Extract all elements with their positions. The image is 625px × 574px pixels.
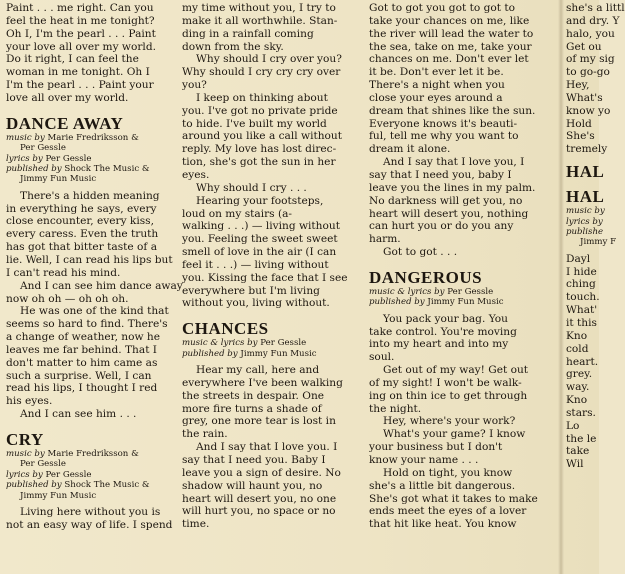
- credit-line: [369, 297, 539, 307]
- lyric-line: Hear my call, here and: [196, 364, 320, 377]
- credit-line: [6, 491, 152, 501]
- credit-name: Jimmy F: [580, 237, 617, 248]
- lyric-line: love all over my world.: [6, 91, 129, 104]
- lyric-line: take your chances on me, like: [369, 14, 530, 27]
- credit-name: Jimmy Fun Music: [20, 490, 97, 501]
- lyric-line: And I can see him . . .: [20, 408, 137, 421]
- lyric-line: has got that bitter taste of a: [6, 241, 158, 254]
- song-credits: [6, 449, 152, 501]
- lyrics-stanza-group: [6, 2, 156, 105]
- lyric-line: into my heart and into my: [369, 338, 509, 351]
- credit-line: [566, 237, 617, 248]
- lyric-line: stars.: [566, 406, 596, 419]
- credit-role: lyrics by: [6, 469, 46, 480]
- lyric-line: She's: [566, 130, 595, 143]
- lyric-line: Hold on tight, you know: [383, 466, 513, 479]
- song-title: DANCE AWAY: [6, 113, 124, 133]
- lyric-line: leave you a sign of desire. No: [182, 466, 341, 479]
- lyric-line: the streets in despair. One: [182, 389, 325, 402]
- lyric-line: smell of love in the air (I can: [182, 246, 337, 259]
- song-credits: [6, 133, 152, 185]
- lyric-line: a change of weather, now he: [6, 331, 161, 344]
- credit-line: [6, 133, 152, 143]
- lyric-line: Why should I cry cry cry over: [182, 66, 341, 79]
- credit-role: published by: [369, 297, 428, 308]
- lyric-line: take: [566, 445, 590, 458]
- lyric-line: don't matter to him came as: [6, 356, 158, 369]
- credit-line: [6, 154, 152, 164]
- lyric-line: What's your game? I know: [383, 428, 526, 441]
- credit-line: [6, 459, 152, 469]
- lyric-line: ding in a rainfall coming: [182, 27, 314, 40]
- lyric-line: Oh I, I'm the pearl . . . Paint: [6, 27, 156, 40]
- lyric-line: to go-go: [566, 66, 610, 79]
- credit-role: lyrics by: [566, 216, 603, 227]
- lyric-line: Hey, where's your work?: [383, 415, 516, 428]
- lyrics-column-3: [369, 2, 539, 531]
- lyric-line: ching: [566, 278, 596, 291]
- credit-name: Per Gessle: [20, 459, 66, 470]
- lyric-line: everywhere I've been walking: [182, 376, 343, 389]
- lyric-line: ing on thin ice to get through: [369, 389, 528, 402]
- lyric-line: every caress. Even the truth: [6, 228, 159, 241]
- lyric-line: close your eyes around a: [369, 91, 503, 104]
- lyric-line: halo, you: [566, 27, 615, 40]
- credit-line: [6, 164, 152, 174]
- credit-line: [6, 449, 152, 459]
- credit-line: [6, 174, 152, 184]
- credit-role: music & lyrics by: [182, 338, 261, 349]
- lyric-line: the river will lead the water to: [369, 27, 534, 40]
- lyric-line: his eyes.: [6, 395, 53, 408]
- lyric-line: Paint . . . me right. Can you: [6, 2, 154, 14]
- credit-name: Shock The Music &: [64, 163, 150, 174]
- lyric-line: will hurt you, no space or no: [182, 505, 336, 518]
- lyric-line: feel it . . .) — living without: [182, 258, 329, 271]
- lyric-line: ends meet the eyes of a lover: [369, 505, 527, 518]
- song-title: DANGEROUS: [369, 267, 483, 287]
- lyric-line: tremely: [566, 143, 608, 156]
- lyric-line: And I can see him dance away: [20, 279, 183, 292]
- lyric-line: she's a littl: [566, 2, 625, 14]
- lyric-line: eyes.: [182, 168, 210, 181]
- lyric-line: now oh oh — oh oh oh.: [6, 292, 129, 305]
- lyric-line: the le: [566, 432, 597, 445]
- lyrics-column-2: [182, 2, 348, 531]
- credit-name: Per Gessle: [20, 143, 66, 154]
- lyric-line: loud on my stairs (a-: [182, 207, 292, 220]
- lyric-line: harm.: [369, 233, 401, 246]
- credit-role: published by: [6, 480, 65, 491]
- lyric-line: I keep on thinking about: [196, 91, 328, 104]
- lyric-line: the sea, take on me, take your: [369, 40, 532, 53]
- lyric-line: make it all worthwhile. Stan-: [182, 14, 338, 27]
- lyric-line: your love all over my world.: [6, 40, 156, 53]
- lyric-line: know yo: [566, 104, 611, 117]
- lyric-line: such a surprise. Well, I can: [6, 369, 152, 382]
- lyric-line: shadow will haunt you, no: [182, 479, 323, 492]
- song-title: HAL: [566, 187, 605, 207]
- lyric-line: take control. You're moving: [369, 325, 517, 338]
- lyric-line: she's a little bit dangerous.: [369, 479, 516, 492]
- lyric-line: ful, tell me why you want to: [369, 130, 519, 143]
- lyric-line: not an easy way of life. I spend: [6, 518, 173, 531]
- lyric-line: leaves me far behind. That I: [6, 343, 157, 356]
- credit-role: music by: [6, 448, 48, 459]
- booklet-fold: [558, 0, 564, 574]
- lyric-line: your business but I don't: [369, 441, 503, 454]
- lyric-line: No darkness will get you, no: [369, 194, 523, 207]
- lyric-line: What': [566, 304, 598, 317]
- credit-role: music & lyrics by: [369, 286, 448, 297]
- lyric-line: grey, one more tear is lost in: [182, 415, 336, 428]
- lyric-line: Got to got . . .: [383, 246, 458, 259]
- lyric-line: Wil: [566, 458, 584, 471]
- song-credits: [182, 338, 345, 359]
- lyric-line: you?: [182, 79, 207, 92]
- lyric-line: chances on me. Don't ever let: [369, 53, 529, 66]
- lyrics-stanza-group: [369, 313, 539, 531]
- credit-role: music by: [566, 206, 605, 217]
- credit-name: Marie Fredriksson &: [47, 132, 139, 143]
- lyric-line: Living here without you is: [20, 506, 161, 518]
- lyric-line: everywhere but I'm living: [182, 284, 320, 297]
- lyric-line: Hold: [566, 117, 592, 130]
- lyric-line: soul.: [369, 351, 395, 364]
- lyric-line: it this: [566, 316, 597, 329]
- song-credits: [369, 287, 539, 308]
- lyric-line: Hearing your footsteps,: [196, 194, 324, 207]
- lyric-line: the night.: [369, 402, 422, 415]
- song-credits: [566, 206, 617, 248]
- lyric-line: lie. Well, I can read his lips but: [6, 254, 173, 266]
- lyric-line: I can't read his mind.: [6, 266, 121, 279]
- lyric-line: more fire turns a shade of: [182, 402, 322, 415]
- lyric-line: time.: [182, 518, 210, 531]
- song-title: CHANCES: [182, 319, 269, 339]
- lyric-line: that hit like heat. You know: [369, 518, 517, 531]
- lyric-line: read his lips, I thought I red: [6, 382, 158, 395]
- lyric-line: Get ou: [566, 40, 602, 53]
- lyric-line: Kno: [566, 329, 588, 342]
- lyric-line: heart will desert you, no one: [182, 492, 337, 505]
- lyric-line: say that I need you, baby I: [369, 168, 512, 181]
- credit-name: Marie Fredriksson &: [47, 448, 139, 459]
- credit-line: [182, 349, 345, 359]
- credit-role: publishe: [566, 226, 604, 237]
- lyric-line: Dayl: [566, 252, 591, 265]
- lyric-line: Lo: [566, 419, 580, 432]
- credit-line: [566, 216, 603, 227]
- lyric-line: And I say that I love you, I: [383, 156, 525, 169]
- lyric-line: reply. My love has lost direc-: [182, 143, 337, 156]
- lyric-line: way.: [566, 381, 590, 394]
- credit-name: Shock The Music &: [64, 480, 150, 491]
- lyric-line: grey.: [566, 368, 593, 381]
- lyric-line: Get out of my way! Get out: [383, 364, 529, 377]
- lyrics-stanza-group: [182, 364, 345, 531]
- lyric-line: you. Feeling the sweet sweet: [182, 233, 338, 246]
- credit-name: Per Gessle: [447, 286, 494, 297]
- lyrics-stanza-group: [182, 2, 348, 310]
- lyric-line: She's got what it takes to make: [369, 492, 538, 505]
- lyric-line: you. Kissing the face that I see: [182, 271, 348, 284]
- lyrics-stanza-group: [6, 189, 183, 421]
- lyric-line: say that I need you. Baby I: [182, 453, 326, 466]
- lyric-line: Why should I cry over you?: [196, 53, 342, 66]
- lyric-line: feel the heat in me tonight?: [6, 14, 155, 27]
- lyric-line: it be. Don't ever let it be.: [369, 66, 504, 79]
- credit-name: Jimmy Fun Music: [240, 348, 317, 359]
- lyrics-stanza-group: [566, 2, 625, 156]
- lyric-line: can hurt you or do you any: [369, 220, 514, 233]
- lyric-line: What's: [566, 91, 603, 104]
- lyric-line: And I say that I love you. I: [196, 441, 338, 454]
- credit-role: music by: [6, 132, 48, 143]
- lyrics-stanza-group: [369, 2, 539, 259]
- lyric-line: dream that shines like the sun.: [369, 104, 536, 117]
- credit-line: [369, 287, 539, 297]
- credit-line: [182, 338, 345, 348]
- lyric-line: There's a hidden meaning: [20, 189, 160, 202]
- lyrics-column-4-cropped: [566, 2, 625, 471]
- lyric-line: around you like a call without: [182, 130, 343, 143]
- lyric-line: tion, she's got the sun in her: [182, 156, 336, 169]
- lyric-line: you. I've got no private pride: [182, 104, 338, 117]
- lyric-line: Kno: [566, 394, 588, 407]
- credit-line: [566, 206, 605, 217]
- credit-line: [6, 480, 152, 490]
- lyrics-column-1: [6, 2, 183, 532]
- lyric-line: Why should I cry . . .: [196, 181, 307, 194]
- lyric-line: walking . . .) — living without: [182, 220, 340, 233]
- credit-line: [6, 143, 152, 153]
- lyric-line: touch.: [566, 291, 600, 304]
- lyric-line: of my sig: [566, 53, 615, 66]
- credit-name: Jimmy Fun Music: [20, 174, 97, 185]
- song-title: HAL: [566, 162, 605, 182]
- lyric-line: dream it alone.: [369, 143, 451, 156]
- lyric-line: I hide: [566, 265, 597, 278]
- lyric-line: leave you the lines in my palm.: [369, 181, 536, 194]
- lyric-line: woman in me tonight. Oh I: [6, 66, 150, 79]
- credit-name: Per Gessle: [45, 469, 92, 480]
- lyric-line: He was one of the kind that: [20, 305, 169, 318]
- credit-role: published by: [182, 348, 241, 359]
- lyric-line: and dry. Y: [566, 14, 620, 27]
- lyric-line: Everyone knows it's beauti-: [369, 117, 518, 130]
- lyric-line: Hey,: [566, 79, 590, 92]
- lyric-line: my time without you, I try to: [182, 2, 336, 14]
- lyric-line: close encounter, every kiss,: [6, 215, 154, 228]
- lyric-line: cold: [566, 342, 589, 355]
- lyric-line: of my sight! I won't be walk-: [369, 376, 522, 389]
- lyric-line: the rain.: [182, 428, 228, 441]
- lyric-line: You pack your bag. You: [383, 312, 508, 325]
- lyric-line: There's a night when you: [369, 79, 505, 92]
- lyrics-stanza-group: [566, 253, 599, 471]
- lyric-line: know your name . . .: [369, 453, 479, 466]
- credit-name: Jimmy Fun Music: [427, 297, 504, 308]
- lyric-line: Got to got you got to got to: [369, 2, 516, 14]
- credit-name: Per Gessle: [260, 338, 307, 349]
- credit-role: lyrics by: [6, 153, 46, 164]
- credit-line: [566, 226, 604, 237]
- lyrics-stanza-group: [6, 506, 173, 532]
- lyric-line: seems so hard to find. There's: [6, 318, 168, 331]
- credit-role: published by: [6, 163, 65, 174]
- lyric-line: Do it right, I can feel the: [6, 53, 139, 66]
- lyric-line: without you, living without.: [182, 297, 330, 310]
- lyric-line: heart.: [566, 355, 599, 368]
- song-title: CRY: [6, 429, 44, 449]
- lyric-line: in everything he says, every: [6, 202, 157, 215]
- lyric-line: down from the sky.: [182, 40, 284, 53]
- credit-name: Per Gessle: [45, 153, 92, 164]
- lyric-line: heart will desert you, nothing: [369, 207, 529, 220]
- credit-line: [6, 470, 152, 480]
- lyric-line: to hide. I've built my world: [182, 117, 327, 130]
- lyric-line: I'm the pearl . . . Paint your: [6, 79, 154, 92]
